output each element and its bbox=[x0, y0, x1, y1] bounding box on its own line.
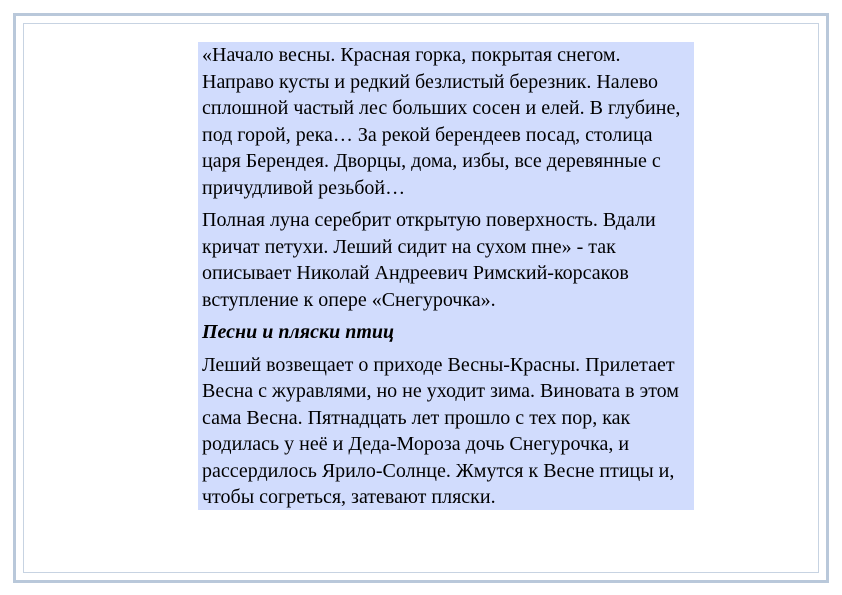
paragraph-spring: Леший возвещает о приходе Весны-Красны. Прилетает Весна с журавлями, но не уходит зима. Виновата в этом сама Весна. Пятнадцать лет прошло с тех пор, как родилась у неё и Деда-Мороза дочь Снегурочка, и рассердилось Ярило-Солнце. Жмутся к Весне птицы и, чтобы согреться, затевают пляски. bbox=[202, 353, 679, 508]
paragraph-intro: «Начало весны. Красная горка, покрытая снегом. Направо кусты и редкий безлистый березник. Налево сплошной частый лес больших сосен и елей. В глубине, под горой, река… За рекой берендеев посад, столица царя Берендея. Дворцы, дома, избы, все деревянные с причудливой резьбой… bbox=[202, 44, 681, 199]
text-block bbox=[198, 42, 694, 510]
paragraph-moon: Полная луна серебрит открытую поверхность. Вдали кричат петухи. Леший сидит на сухом пне» - так описывает Николай Андреевич Римский-корсаков вступление к опере «Снегурочка». bbox=[202, 209, 656, 311]
section-heading: Песни и пляски птиц bbox=[202, 321, 395, 343]
